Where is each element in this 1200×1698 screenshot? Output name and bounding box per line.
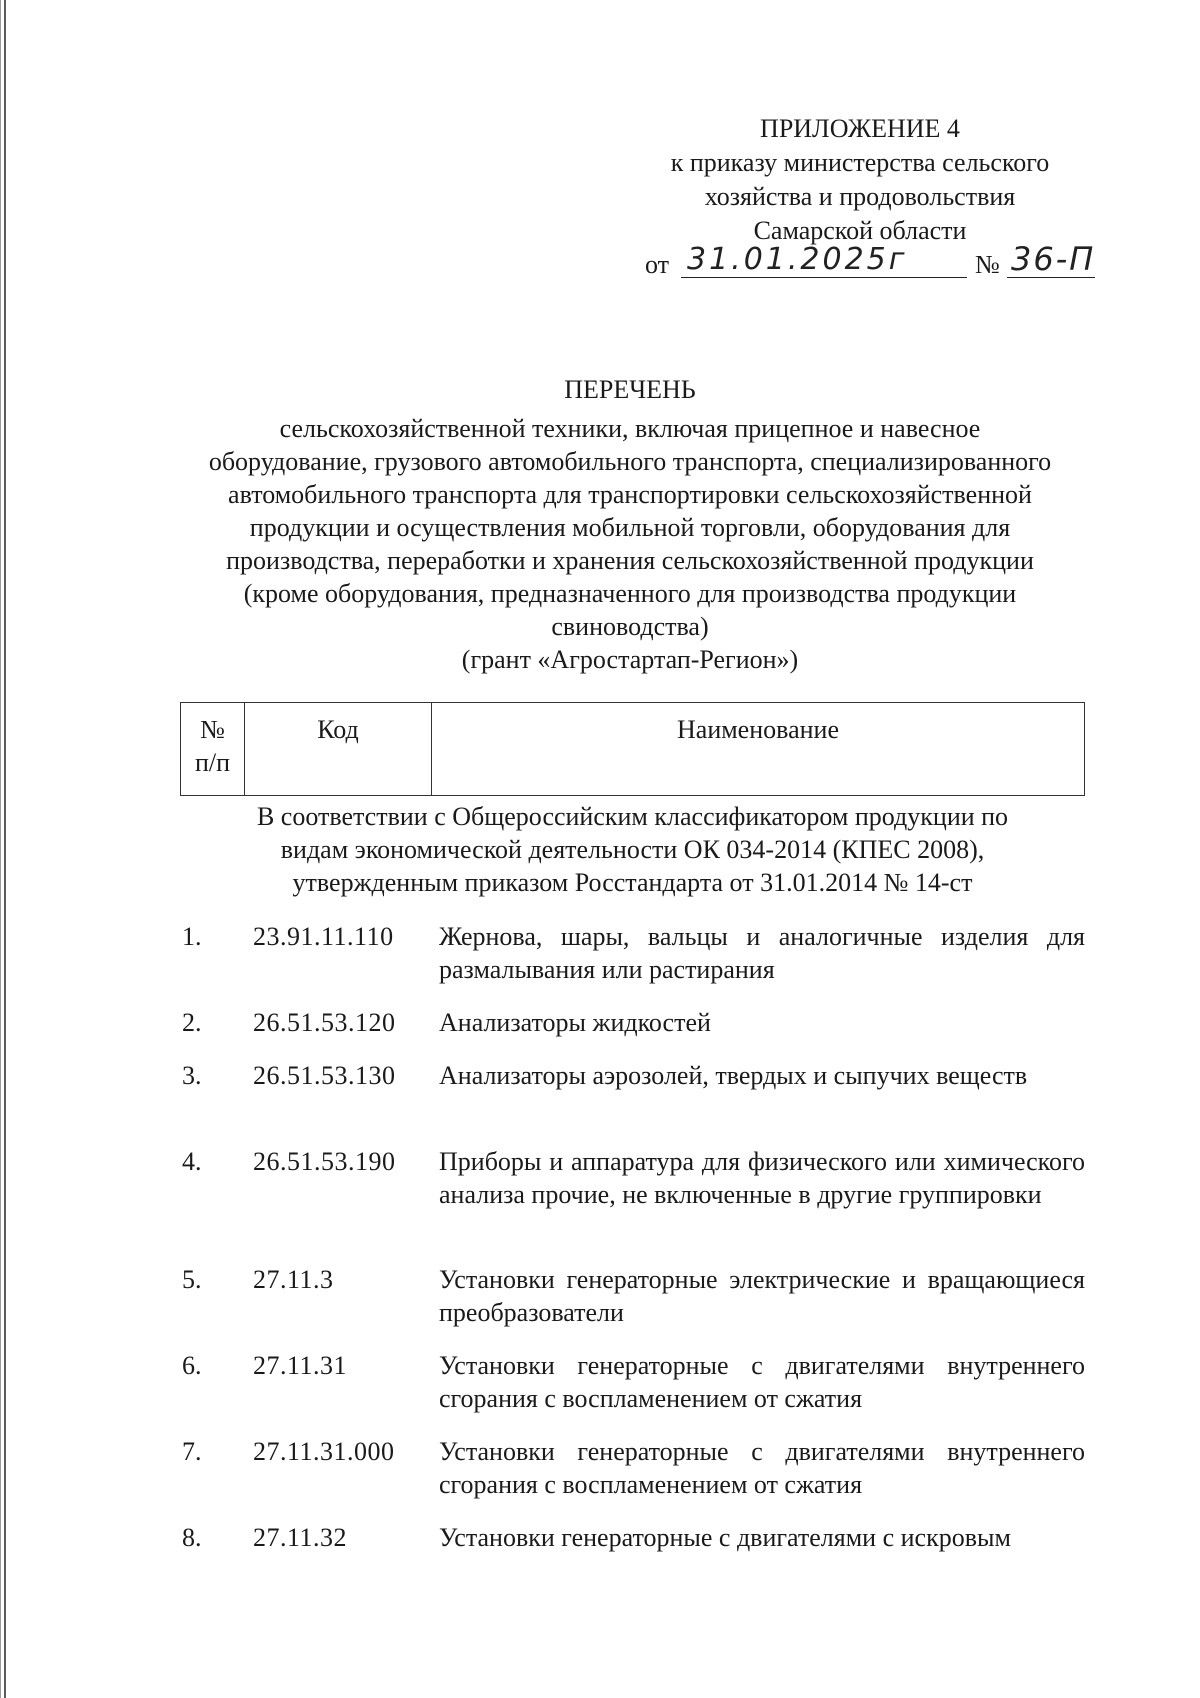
title-line: автомобильного транспорта для транспортировки сельскохозяйственной	[228, 480, 1032, 509]
title-line: (грант «Агростартап-Регион»)	[461, 645, 799, 674]
item-code: 26.51.53.120	[253, 1008, 396, 1037]
item-name: Установки генераторные с двигателями внутреннего сгорания с воспламенением от сжатия	[439, 1351, 1085, 1413]
item-name: Установки генераторные с двигателями с искровым	[439, 1523, 1011, 1552]
item-code: 23.91.11.110	[253, 922, 394, 951]
item-number: 1.	[182, 922, 202, 951]
title-line: продукции и осуществления мобильной торговли, оборудования для	[249, 513, 1011, 542]
scan-edge-shadow	[4, 0, 6, 1698]
title-line: производства, переработки и хранения сельскохозяйственной продукции	[226, 546, 1034, 575]
handwritten-date: 31.01.2025г	[687, 242, 908, 277]
date-prefix: от	[645, 250, 670, 279]
title-line: оборудование, грузового автомобильного транспорта, специализированного	[208, 447, 1052, 476]
classifier-line: утвержденным приказом Росстандарта от 31.01.2014 № 14-ст	[292, 868, 973, 897]
item-number: 2.	[182, 1008, 202, 1037]
header-cell-code: Код	[245, 703, 432, 796]
classifier-section-heading	[180, 800, 1085, 899]
number-prefix: №	[975, 250, 1000, 279]
classifier-line: видам экономической деятельности ОК 034-2014 (КПЕС 2008),	[280, 835, 985, 864]
header-cell-name: Наименование	[432, 703, 1085, 796]
item-code: 27.11.31.000	[253, 1437, 395, 1466]
item-code: 27.11.32	[253, 1523, 348, 1552]
annex-header	[600, 112, 1120, 248]
annex-subtitle-line: Самарской области	[753, 216, 967, 245]
item-code: 26.51.53.190	[253, 1147, 396, 1176]
item-name: Установки генераторные электрические и вращающиеся преобразователи	[439, 1265, 1085, 1327]
item-number: 6.	[182, 1351, 202, 1380]
item-code: 27.11.3	[253, 1265, 334, 1294]
item-name: Анализаторы жидкостей	[439, 1008, 711, 1037]
header-num-abbrev: п/п	[194, 748, 231, 777]
item-code: 26.51.53.130	[253, 1061, 396, 1090]
item-number: 7.	[182, 1437, 202, 1466]
scan-edge-line	[0, 0, 1, 1698]
item-number: 3.	[182, 1061, 202, 1090]
title-heading: ПЕРЕЧЕНЬ	[564, 375, 696, 404]
item-number: 5.	[182, 1265, 202, 1294]
order-date-row	[645, 240, 1105, 284]
item-name: Жернова, шары, вальцы и аналогичные изделия для размалывания или растирания	[439, 922, 1085, 984]
annex-subtitle-line: хозяйства и продовольствия	[704, 182, 1016, 211]
item-name: Установки генераторные с двигателями внутреннего сгорания с воспламенением от сжатия	[439, 1437, 1085, 1499]
title-line: сельскохозяйственной техники, включая прицепное и навесное	[279, 414, 981, 443]
classifier-line: В соответствии с Общероссийским классификатором продукции по	[256, 802, 1009, 831]
document-title	[160, 373, 1100, 676]
item-name: Приборы и аппаратура для физического или химического анализа прочие, не включенные в другие группировки	[439, 1147, 1085, 1209]
header-cell-number	[181, 703, 245, 796]
table-header	[180, 702, 1085, 796]
item-number: 4.	[182, 1147, 202, 1176]
title-line: свиноводства)	[551, 612, 709, 641]
item-number: 8.	[182, 1523, 202, 1552]
annex-subtitle-line: к приказу министерства сельского	[670, 148, 1050, 177]
date-underline	[681, 277, 967, 278]
item-code: 27.11.31	[253, 1351, 348, 1380]
item-name: Анализаторы аэрозолей, твердых и сыпучих веществ	[439, 1061, 1028, 1090]
annex-title: ПРИЛОЖЕНИЕ 4	[760, 114, 960, 143]
handwritten-number: 36-П	[1011, 240, 1096, 278]
header-num-sign: №	[200, 715, 225, 744]
title-line: (кроме оборудования, предназначенного для производства продукции	[243, 579, 1017, 608]
